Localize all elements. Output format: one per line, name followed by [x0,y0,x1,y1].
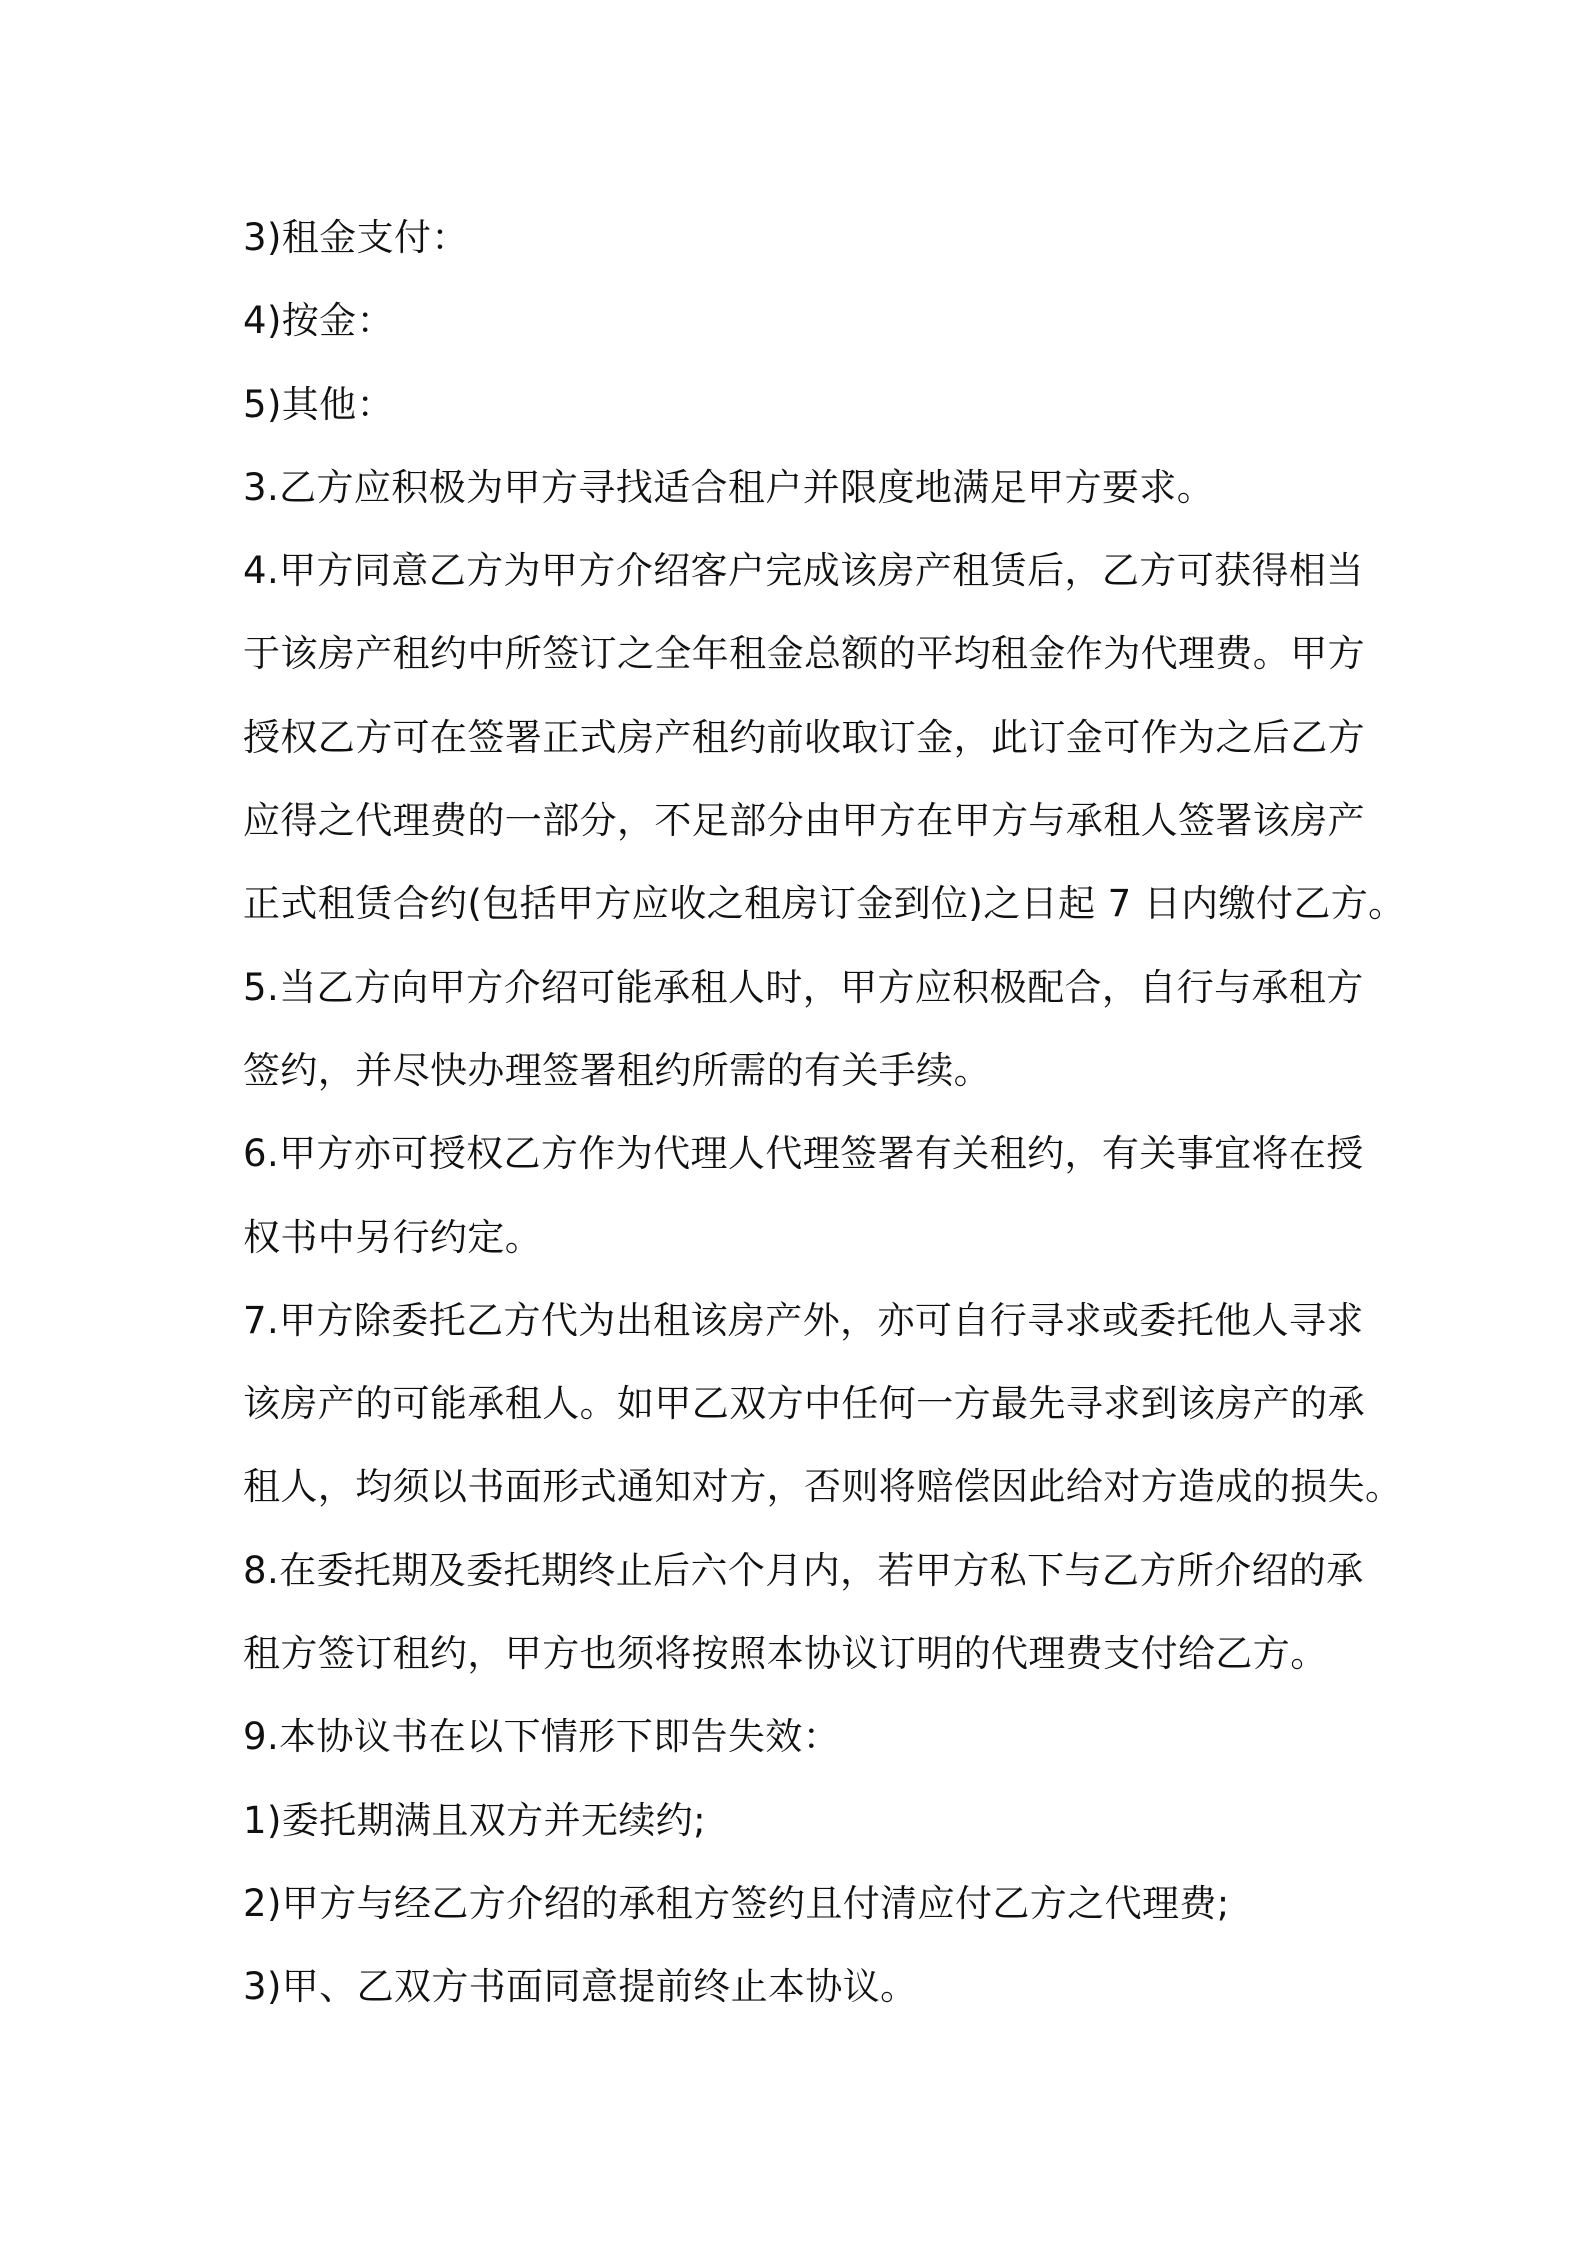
article-6-line-1: 6.甲方亦可授权乙方作为代理人代理签署有关租约，有关事宜将在授 [243,1132,1364,1176]
article-7-line-1: 7.甲方除委托乙方代为出租该房产外，亦可自行寻求或委托他人寻求 [243,1298,1364,1342]
article-9-heading: 9.本协议书在以下情形下即告失效： [243,1715,841,1759]
article-5-line-1: 5.当乙方向甲方介绍可能承租人时，甲方应积极配合，自行与承租方 [243,965,1364,1009]
termination-condition-3: 3)甲、乙双方书面同意提前终止本协议。 [243,1965,918,2009]
termination-condition-2: 2)甲方与经乙方介绍的承租方签约且付清应付乙方之代理费; [243,1881,1230,1925]
article-6-line-2: 权书中另行约定。 [243,1215,543,1259]
article-4-line-3: 授权乙方可在签署正式房产租约前收取订金，此订金可作为之后乙方 [243,715,1365,759]
article-4-line-4: 应得之代理费的一部分，不足部分由甲方在甲方与承租人签署该房产 [243,799,1365,843]
article-7-line-2: 该房产的可能承租人。如甲乙双方中任何一方最先寻求到该房产的承 [243,1382,1365,1426]
article-3-line-1: 3.乙方应积极为甲方寻找适合租户并限度地满足甲方要求。 [243,465,1215,509]
article-5-line-2: 签约，并尽快办理签署租约所需的有关手续。 [243,1048,991,1092]
article-4-line-5: 正式租赁合约(包括甲方应收之租房订金到位)之日起 7 日内缴付乙方。 [243,882,1406,926]
termination-condition-1: 1)委托期满且双方并无续约; [243,1798,707,1842]
article-7-line-3: 租人，均须以书面形式通知对方，否则将赔偿因此给对方造成的损失。 [243,1465,1403,1509]
document-body [243,196,1406,2029]
article-4-line-2: 于该房产租约中所签订之全年租金总额的平均租金作为代理费。甲方 [243,632,1365,676]
article-4-line-1: 4.甲方同意乙方为甲方介绍客户完成该房产租赁后，乙方可获得相当 [243,549,1364,593]
article-8-line-2: 租方签订租约，甲方也须将按照本协议订明的代理费支付给乙方。 [243,1632,1328,1676]
clause-5-other: 5)其他： [243,382,394,426]
article-8-line-1: 8.在委托期及委托期终止后六个月内，若甲方私下与乙方所介绍的承 [243,1548,1364,1592]
clause-4-deposit: 4)按金： [243,299,394,343]
clause-3-rent-payment: 3)租金支付： [243,216,469,259]
